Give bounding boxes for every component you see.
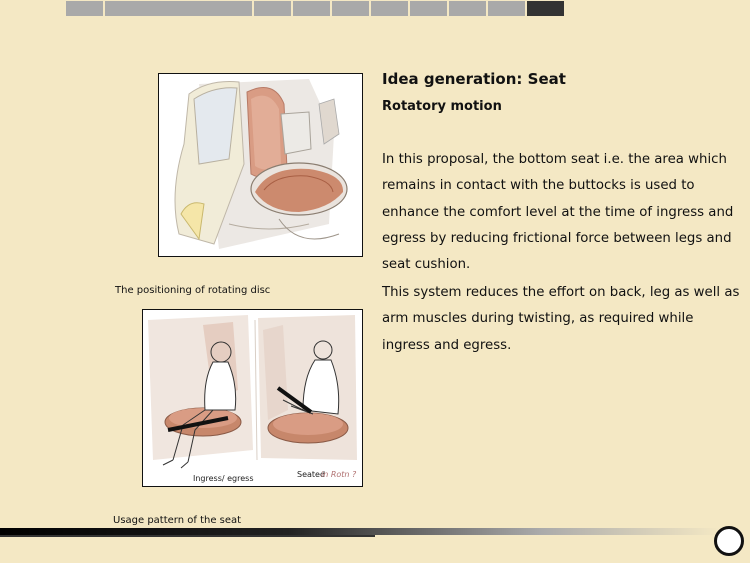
page-title: Idea generation: Seat bbox=[382, 70, 566, 88]
nav-tab-9[interactable] bbox=[488, 1, 525, 16]
fig2-caption: Usage pattern of the seat bbox=[113, 515, 242, 526]
nav-tab-8[interactable] bbox=[449, 1, 486, 16]
seated-label: Seated bbox=[297, 470, 326, 479]
ingress-label: Ingress/ egress bbox=[193, 474, 254, 483]
body-paragraph-2: This system reduces the effort on back, leg as well as arm muscles during twisting, as required while ingress and egress. bbox=[382, 285, 740, 353]
footer-gradient-bar bbox=[0, 528, 720, 535]
body-paragraph-1: In this proposal, the bottom seat i.e. the area which remains in contact with the buttocks is used to enhance the comfort level at the time of ingress and egress by reducing frictional force between legs and seat cushion. bbox=[382, 152, 734, 273]
fig1-caption: The positioning of rotating disc bbox=[115, 285, 271, 296]
car-seat-illustration bbox=[159, 74, 362, 256]
nav-tab-active[interactable] bbox=[527, 1, 564, 16]
nav-tab-2[interactable] bbox=[105, 1, 252, 16]
usage-pattern-sketch bbox=[142, 309, 363, 487]
nav-tab-1[interactable] bbox=[66, 1, 103, 16]
footer-dark-line bbox=[0, 535, 375, 537]
nav-tab-3[interactable] bbox=[254, 1, 291, 16]
nav-tab-7[interactable] bbox=[410, 1, 447, 16]
seat-usage-illustration bbox=[143, 310, 362, 486]
rotation-note-label: in Rotn ? bbox=[321, 470, 357, 479]
nav-tab-5[interactable] bbox=[332, 1, 369, 16]
next-slide-button[interactable] bbox=[714, 526, 744, 556]
nav-tab-6[interactable] bbox=[371, 1, 408, 16]
page-subtitle: Rotatory motion bbox=[382, 99, 502, 114]
rotating-disc-sketch bbox=[158, 73, 363, 257]
nav-tab-4[interactable] bbox=[293, 1, 330, 16]
